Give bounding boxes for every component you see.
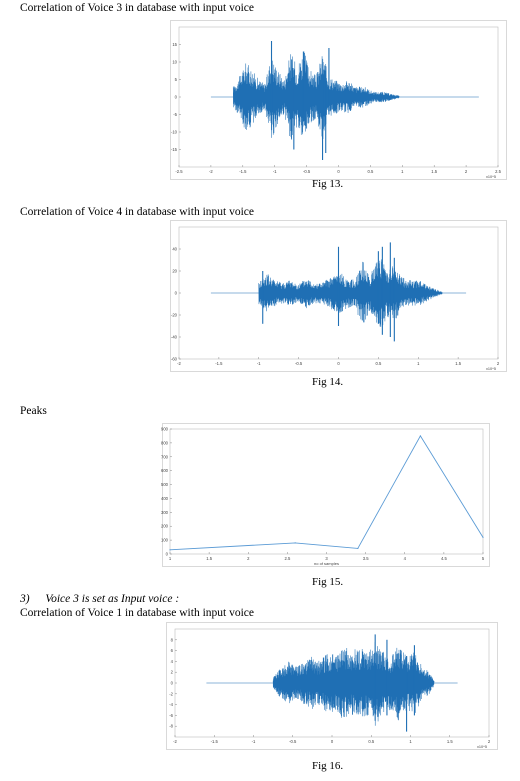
x-tick-label: -1 — [272, 169, 277, 174]
heading-voice4: Correlation of Voice 4 in database with input voice — [20, 206, 254, 218]
peaks-point — [169, 549, 170, 550]
y-tick-label: 400 — [161, 495, 168, 501]
y-tick-label: -6 — [169, 712, 173, 718]
y-tick-label: 4 — [170, 658, 173, 664]
plot-area — [170, 429, 483, 554]
y-tick-label: 0 — [174, 290, 177, 296]
x-exponent-label: x10^5 — [485, 367, 496, 371]
y-tick-label: 800 — [161, 440, 168, 446]
y-tick-label: 5 — [174, 77, 177, 82]
x-tick-label: 1.5 — [431, 169, 438, 174]
y-tick-label: 8 — [170, 637, 173, 643]
chart-fig14 — [171, 221, 506, 371]
waveform-trace — [273, 642, 434, 726]
x-tick-label: 4 — [403, 556, 406, 561]
y-tick-label: 100 — [161, 537, 168, 543]
chart-fig15 — [163, 424, 489, 566]
waveform-trace — [259, 259, 442, 326]
x-tick-label: -0.5 — [302, 169, 311, 174]
x-tick-label: 0 — [330, 739, 334, 744]
peaks-series-line — [170, 436, 483, 550]
x-tick-label: -1.5 — [215, 361, 223, 366]
y-tick-label: 2 — [170, 669, 173, 675]
x-tick-label: 2.5 — [284, 556, 291, 561]
figure-15 — [162, 423, 490, 567]
y-tick-label: 20 — [172, 268, 177, 274]
chart-fig13 — [171, 21, 506, 179]
y-tick-label: -2 — [169, 691, 173, 697]
y-tick-label: 500 — [161, 482, 168, 488]
chart-fig16 — [167, 623, 497, 749]
x-tick-label: 1 — [401, 169, 404, 174]
x-tick-label: 1 — [417, 361, 420, 366]
y-tick-label: 200 — [161, 523, 168, 529]
x-tick-label: 3.5 — [362, 556, 369, 561]
y-tick-label: 300 — [161, 509, 168, 515]
x-tick-label: -2 — [209, 169, 213, 174]
x-tick-label: 0 — [337, 169, 340, 174]
x-tick-label: 0.5 — [367, 169, 374, 174]
x-exponent-label: x10^5 — [476, 745, 487, 749]
x-tick-label: 0 — [337, 361, 340, 366]
x-tick-label: -2.5 — [175, 169, 183, 174]
y-tick-label: 900 — [161, 426, 168, 432]
x-tick-label: -0.5 — [295, 361, 303, 366]
x-tick-label: 2 — [464, 169, 468, 174]
x-tick-label: 2 — [247, 556, 250, 561]
y-tick-label: 6 — [170, 648, 173, 654]
figure-13 — [170, 20, 507, 180]
caption-fig16: Fig 16. — [312, 760, 344, 772]
y-tick-label: 600 — [161, 468, 168, 474]
case-label: Voice 3 is set as Input voice : — [45, 593, 180, 605]
case-number: 3) — [20, 593, 30, 605]
x-tick-label: 2.5 — [495, 169, 501, 174]
x-tick-label: -2 — [173, 739, 177, 744]
x-tick-label: 5 — [481, 556, 485, 561]
case-heading — [20, 593, 179, 605]
y-tick-label: 40 — [172, 246, 177, 252]
peaks-point — [420, 435, 421, 436]
x-tick-label: 1.5 — [455, 361, 462, 366]
x-tick-label: -1.5 — [239, 169, 247, 174]
heading-voice1: Correlation of Voice 1 in database with input voice — [20, 607, 254, 619]
x-tick-label: 1 — [168, 556, 172, 561]
x-tick-label: 1.5 — [206, 556, 213, 561]
y-tick-label: 0 — [170, 680, 173, 686]
peaks-point — [295, 542, 296, 543]
y-tick-label: -10 — [170, 129, 177, 135]
x-tick-label: -1.5 — [210, 739, 218, 744]
y-tick-label: -8 — [169, 723, 173, 729]
x-tick-label: 0.5 — [368, 739, 375, 744]
x-tick-label: 2 — [487, 739, 491, 744]
y-tick-label: 700 — [161, 454, 168, 460]
x-tick-label: 3 — [325, 556, 328, 561]
y-tick-label: 0 — [174, 94, 177, 100]
waveform-trace — [233, 51, 399, 139]
x-tick-label: -2 — [177, 361, 181, 366]
heading-voice3: Correlation of Voice 3 in database with input voice — [20, 2, 254, 14]
caption-fig14: Fig 14. — [312, 376, 344, 388]
peaks-point — [357, 548, 358, 549]
y-tick-label: -5 — [173, 112, 177, 117]
y-tick-label: 0 — [165, 551, 168, 557]
heading-peaks: Peaks — [20, 405, 47, 417]
caption-fig13: Fig 13. — [312, 178, 344, 190]
y-tick-label: -4 — [169, 702, 173, 708]
x-tick-label: 1 — [409, 739, 412, 744]
y-tick-label: -60 — [170, 356, 177, 362]
y-tick-label: -40 — [170, 334, 177, 340]
y-tick-label: 15 — [172, 42, 177, 47]
y-tick-label: -20 — [170, 312, 177, 318]
x-tick-label: 4.5 — [440, 556, 447, 561]
x-tick-label: -1 — [251, 739, 256, 744]
peaks-point — [482, 537, 483, 538]
x-tick-label: 2 — [496, 361, 500, 366]
x-exponent-label: x10^5 — [485, 175, 496, 179]
x-tick-label: 1.5 — [446, 739, 453, 744]
x-tick-label: -1 — [256, 361, 261, 366]
x-tick-label: -0.5 — [289, 739, 297, 744]
y-tick-label: 10 — [172, 59, 177, 65]
figure-16 — [166, 622, 498, 750]
y-tick-label: -15 — [170, 147, 177, 152]
x-axis-label: no of samples — [314, 561, 339, 566]
figure-14 — [170, 220, 507, 372]
caption-fig15: Fig 15. — [312, 576, 344, 588]
x-tick-label: 0.5 — [375, 361, 382, 366]
